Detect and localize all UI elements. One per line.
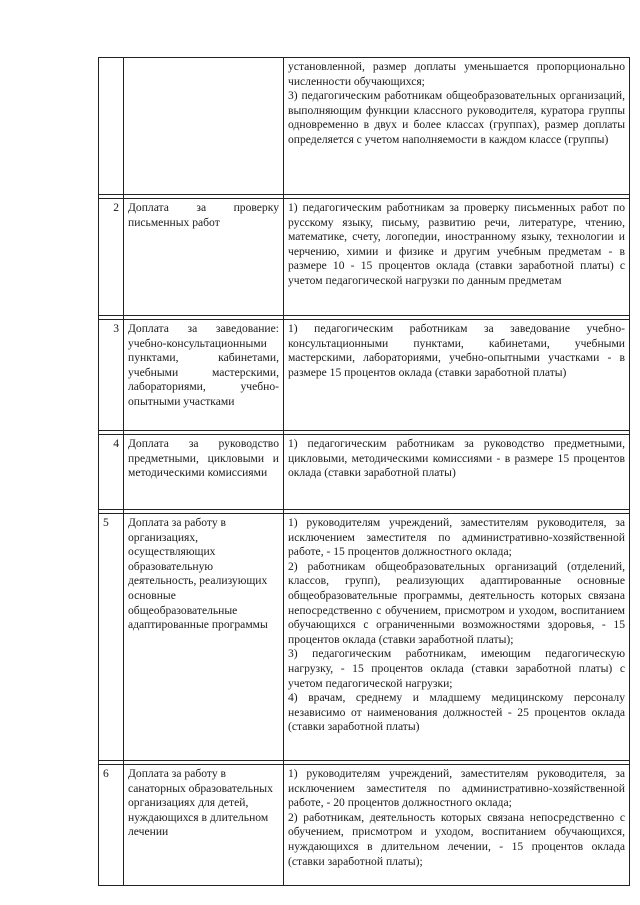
- row-number: 2: [99, 199, 124, 316]
- allowance-description: [284, 435, 630, 510]
- description-paragraph: 3) педагогическим работникам, имеющим педагогическую нагрузку, - 15 процентов оклада (ставки заработной платы) с учетом педагогической нагрузки;: [288, 647, 625, 690]
- description-paragraph: 1) руководителям учреждений, заместителям руководителя, за исключением заместителя по административно-хозяйственной работе, - 15 процентов должностного оклада;: [288, 516, 625, 559]
- allowances-table: [98, 57, 630, 886]
- description-paragraph: 3) педагогическим работникам общеобразовательных организаций, выполняющим функции классного руководителя, куратора группы одновременно в двух и более классах (группах), размер доплаты определяется с учетом наполняемости в каждом классе (группы): [288, 89, 625, 146]
- row-number: 3: [99, 320, 124, 431]
- table-row: [99, 765, 630, 886]
- description-paragraph: 2) работникам общеобразовательных организаций (отделений, классов, групп), реализующих адаптированные основные общеобразовательные программы, деятельность которых связана непосредственно с обучением, присмотром и уходом, воспитанием обучающихся с ограниченными возможностями здоровья, - 15 процентов оклада (ставки заработной платы);: [288, 559, 625, 646]
- allowance-description: [284, 765, 630, 886]
- description-paragraph: 1) педагогическим работникам за заведование учебно-консультационными пунктами, кабинетами, учебными мастерскими, лабораториями, учебно-опытными участками - в размере 15 процентов оклада (ставки заработной платы): [288, 322, 625, 379]
- table-row: [99, 199, 630, 316]
- description-paragraph: 4) врачам, среднему и младшему медицинскому персоналу независимо от наименования должностей - 25 процентов оклада (ставки заработной платы): [288, 691, 625, 734]
- table-row: [99, 435, 630, 510]
- allowance-description: [284, 514, 630, 761]
- table-row: [99, 320, 630, 431]
- row-number: [99, 58, 124, 195]
- allowance-description: [284, 199, 630, 316]
- description-paragraph: 1) руководителям учреждений, заместителям руководителя, за исключением заместителя по административно-хозяйственной работе, - 20 процентов должностного оклада;: [288, 767, 625, 810]
- row-number: 6: [99, 765, 124, 886]
- description-paragraph: установленной, размер доплаты уменьшается пропорционально численности обучающихся;: [288, 60, 625, 88]
- description-paragraph: 2) работникам, деятельность которых связана непосредственно с обучением, присмотром и уходом, воспитанием обучающихся, нуждающихся в длительном лечении, - 15 процентов оклада (ставки заработной платы);: [288, 810, 625, 868]
- allowance-description: [284, 58, 630, 195]
- allowance-name: Доплата за работу в санаторных образовательных организациях для детей, нуждающихся в длительном лечении: [124, 765, 284, 886]
- row-number: 4: [99, 435, 124, 510]
- allowance-description: [284, 320, 630, 431]
- allowance-name: Доплата за руководство предметными, цикловыми и методическими комиссиями: [124, 435, 284, 510]
- table-row: [99, 514, 630, 761]
- allowance-name: [124, 58, 284, 195]
- allowance-name: Доплата за работу в организациях, осуществляющих образовательную деятельность, реализующих основные общеобразовательные адаптированные программы: [124, 514, 284, 761]
- description-paragraph: 1) педагогическим работникам за проверку письменных работ по русскому языку, письму, развитию речи, литературе, чтению, математике, счету, логопедии, иностранному языку, технологии и черчению, химии и физике и другим учебным предметам - в размере 10 - 15 процентов оклада (ставки заработной платы) с учетом педагогической нагрузки по данным предметам: [288, 201, 625, 287]
- allowance-name: Доплата за заведование: учебно-консультационными пунктами, кабинетами, учебными мастерскими, лабораториями, учебно-опытными участками: [124, 320, 284, 431]
- description-paragraph: 1) педагогическим работникам за руководство предметными, цикловыми, методическими комиссиями - в размере 15 процентов оклада (ставки заработной платы): [288, 437, 625, 480]
- allowance-name: Доплата за проверку письменных работ: [124, 199, 284, 316]
- table-row: [99, 58, 630, 195]
- row-number: 5: [99, 514, 124, 761]
